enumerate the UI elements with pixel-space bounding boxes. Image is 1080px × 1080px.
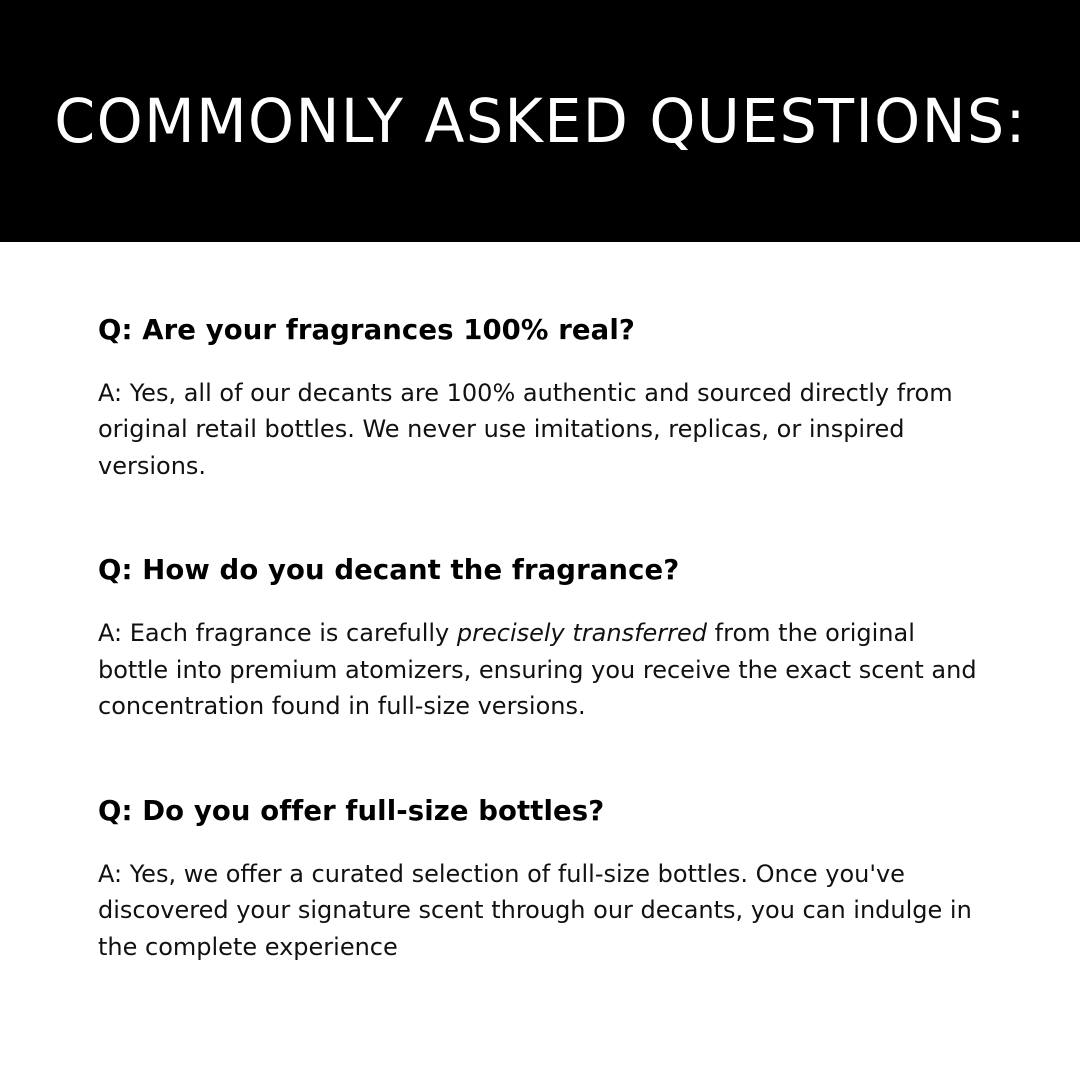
faq-answer-text: A: Yes, all of our decants are 100% authentic and sourced directly from original retail bottles. We never use imitations, replicas, or inspired versions.: [98, 379, 953, 480]
faq-item: [98, 554, 982, 724]
faq-list: [0, 242, 1080, 965]
faq-answer-text: A: Each fragrance is carefully: [98, 619, 457, 648]
page-title: COMMONLY ASKED QUESTIONS:: [53, 85, 1027, 157]
faq-answer: [98, 856, 982, 965]
faq-answer: [98, 615, 982, 724]
faq-question: Q: How do you decant the fragrance?: [98, 554, 680, 587]
faq-answer: [98, 375, 982, 484]
faq-item: [98, 314, 982, 484]
faq-item: [98, 795, 982, 965]
faq-content: [0, 242, 1080, 965]
faq-answer-text-continued: from the original bottle into premium atomizers, ensuring you receive the exact scent and concentration found in full-size versions.: [98, 619, 977, 721]
header-banner: [0, 0, 1080, 242]
faq-question: Q: Are your fragrances 100% real?: [98, 314, 635, 346]
faq-answer-text: A: Yes, we offer a curated selection of full-size bottles. Once you've discovered your signature scent through our decants, you can indulge in the complete experience: [98, 859, 972, 961]
faq-question: Q: Do you offer full-size bottles?: [98, 794, 605, 827]
faq-answer-emphasis: precisely transferred: [456, 619, 708, 648]
